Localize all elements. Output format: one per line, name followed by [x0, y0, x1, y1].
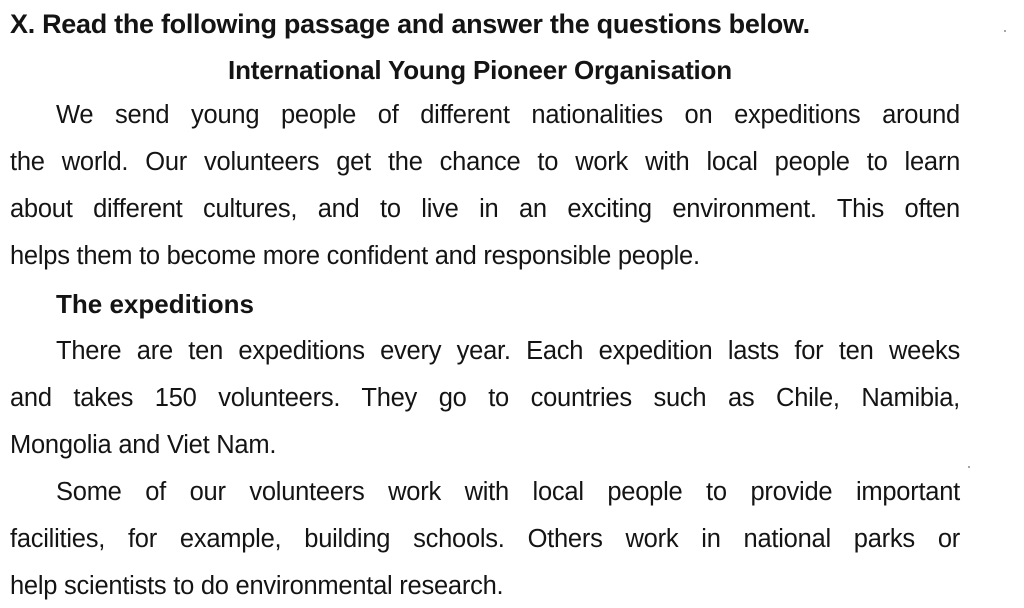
work-line-2: facilities, for example, building schools. Others work in national parks or — [10, 525, 960, 553]
expeditions-line-1: There are ten expeditions every year. Each expedition lasts for ten weeks — [56, 337, 960, 365]
work-line-3: help scientists to do environmental research. — [10, 572, 504, 600]
scan-speck — [968, 466, 970, 468]
work-line-1: Some of our volunteers work with local people to provide important — [56, 478, 960, 506]
intro-line-4: helps them to become more confident and responsible people. — [10, 242, 700, 270]
expeditions-line-2: and takes 150 volunteers. They go to countries such as Chile, Namibia, — [10, 384, 960, 412]
intro-line-3: about different cultures, and to live in an exciting environment. This often — [10, 195, 960, 223]
exercise-instruction: X. Read the following passage and answer the questions below. — [10, 9, 810, 39]
scan-speck — [1004, 30, 1006, 32]
passage-title: International Young Pioneer Organisation — [228, 55, 732, 85]
intro-line-2: the world. Our volunteers get the chance to work with local people to learn — [10, 148, 960, 176]
expeditions-heading: The expeditions — [56, 289, 254, 319]
intro-line-1: We send young people of different nationalities on expeditions around — [56, 101, 960, 129]
expeditions-line-3: Mongolia and Viet Nam. — [10, 431, 277, 459]
